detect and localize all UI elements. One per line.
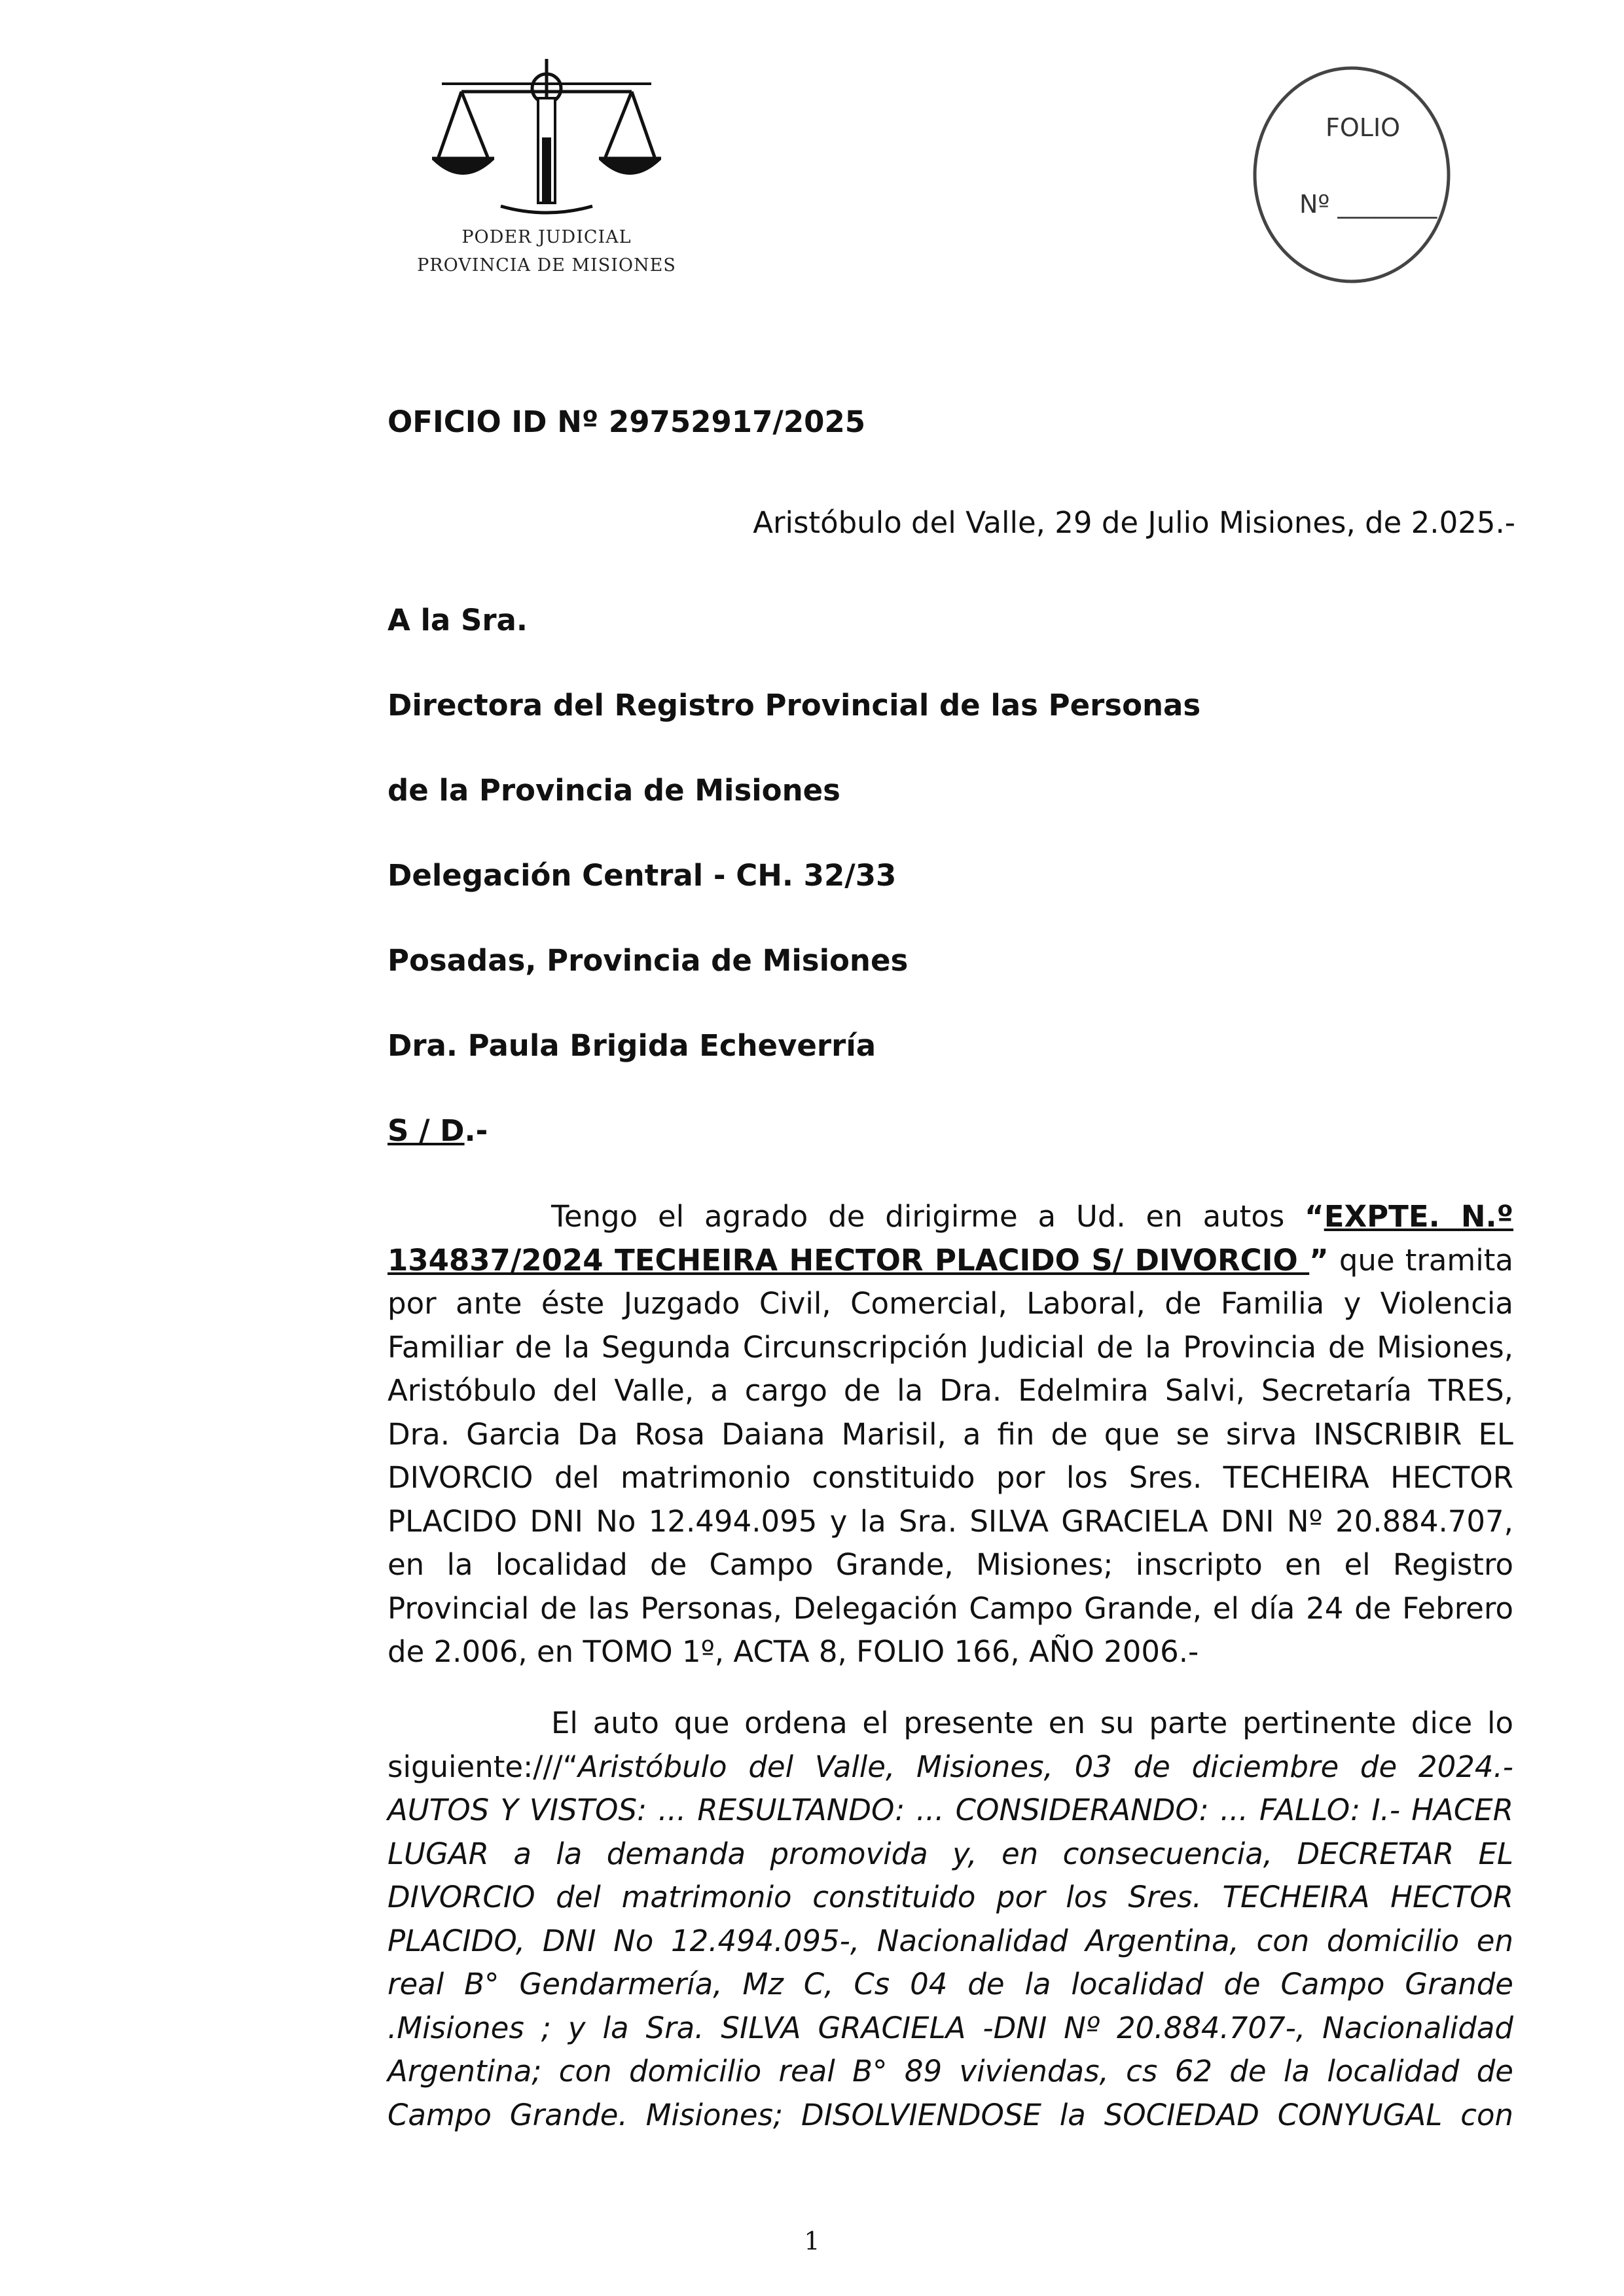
body-paragraph-1 (388, 1195, 1513, 1674)
sd-underlined: S / D (388, 1113, 465, 1148)
logo-line-poder-judicial: PODER JUDICIAL (461, 227, 632, 247)
paragraph-line: DIVORCIO del matrimonio constituido por los Sres. TECHEIRA HECTOR (388, 1460, 1513, 1495)
quoted-ruling-line: LUGAR a la demanda promovida y, en consecuencia, DECRETAR EL (388, 1836, 1513, 1871)
folio-stamp (1247, 62, 1456, 291)
quoted-ruling-line: Campo Grande. Misiones; DISOLVIENDOSE la SOCIEDAD CONYUGAL con (388, 2097, 1513, 2132)
salutation-sd (388, 1109, 1513, 1153)
address-line-5: Posadas, Provincia de Misiones (388, 943, 909, 978)
paragraph-line (388, 1195, 1513, 1239)
stamp-circle-icon (1247, 62, 1456, 291)
quoted-ruling-line: PLACIDO, DNI No 12.494.095-, Nacionalidad Argentina, con domicilio en (388, 1923, 1513, 1958)
paragraph-line: Familiar de la Segunda Circunscripción Judicial de la Provincia de Misiones, (388, 1329, 1513, 1365)
paragraph-line: Aristóbulo del Valle, a cargo de la Dra. Edelmira Salvi, Secretaría TRES, (388, 1373, 1513, 1408)
page-number: 1 (804, 2227, 820, 2255)
date-line: Aristóbulo del Valle, 29 de Julio Misiones, de 2.025.- (753, 505, 1515, 540)
paragraph-line: Provincial de las Personas, Delegación Campo Grande, el día 24 de Febrero (388, 1590, 1513, 1626)
paragraph-line: en la localidad de Campo Grande, Misiones; inscripto en el Registro (388, 1547, 1513, 1582)
scales-of-justice-icon (403, 39, 691, 229)
address-line-1: A la Sra. (388, 603, 528, 637)
paragraph-line: por ante éste Juzgado Civil, Comercial, Laboral, de Familia y Violencia (388, 1286, 1513, 1321)
folio-number-label: Nº ________ (1299, 190, 1437, 219)
quote-lead: siguiente:///“ (388, 1749, 579, 1784)
paragraph-line: de 2.006, en TOMO 1º, ACTA 8, FOLIO 166, AÑO 2006.- (388, 1634, 1199, 1669)
folio-label: FOLIO (1326, 113, 1401, 142)
quoted-ruling-line: AUTOS Y VISTOS: ... RESULTANDO: ... CONSIDERANDO: ... FALLO: I.- HACER (388, 1793, 1513, 1827)
quoted-ruling-start: Aristóbulo del Valle, Misiones, 03 de diciembre de 2024.- (578, 1749, 1513, 1784)
intro-text: Tengo el agrado de dirigirme a Ud. en autos (551, 1199, 1305, 1234)
address-line-3: de la Provincia de Misiones (388, 773, 840, 808)
quoted-ruling-line: Argentina; con domicilio real B° 89 viviendas, cs 62 de la localidad de (388, 2054, 1513, 2089)
paragraph-line: PLACIDO DNI No 12.494.095 y la Sra. SILVA GRACIELA DNI Nº 20.884.707, (388, 1503, 1513, 1539)
quote-close: ” (1309, 1242, 1329, 1278)
paragraph-line: El auto que ordena el presente en su parte pertinente dice lo (551, 1706, 1513, 1740)
after-quote-text: que tramita (1328, 1242, 1513, 1278)
paragraph-line (388, 1239, 1513, 1283)
paragraph-line (388, 1746, 1513, 1789)
paragraph-line: Dra. Garcia Da Rosa Daiana Marisil, a fin de que se sirva INSCRIBIR EL (388, 1416, 1513, 1452)
oficio-id: OFICIO ID Nº 29752917/2025 (388, 404, 866, 439)
body-paragraph-2 (388, 1702, 1513, 2137)
sd-suffix: .- (464, 1113, 488, 1148)
address-line-4: Delegación Central - CH. 32/33 (388, 858, 897, 893)
expte-number-part2: 134837/2024 TECHEIRA HECTOR PLACIDO S/ DIVORCIO (388, 1242, 1310, 1278)
quoted-ruling-line: real B° Gendarmería, Mz C, Cs 04 de la localidad de Campo Grande (388, 1967, 1513, 2001)
expte-number-part1: EXPTE. N.º (1324, 1199, 1514, 1234)
quote-open: “ (1305, 1199, 1324, 1234)
quoted-ruling-line: DIVORCIO del matrimonio constituido por los Sres. TECHEIRA HECTOR (388, 1880, 1513, 1914)
address-line-6: Dra. Paula Brigida Echeverría (388, 1028, 876, 1063)
poder-judicial-logo (403, 39, 691, 301)
address-line-2: Directora del Registro Provincial de las Personas (388, 688, 1201, 723)
logo-line-provincia: PROVINCIA DE MISIONES (417, 255, 676, 276)
quoted-ruling-line: .Misiones ; y la Sra. SILVA GRACIELA -DNI Nº 20.884.707-, Nacionalidad (388, 2010, 1513, 2045)
